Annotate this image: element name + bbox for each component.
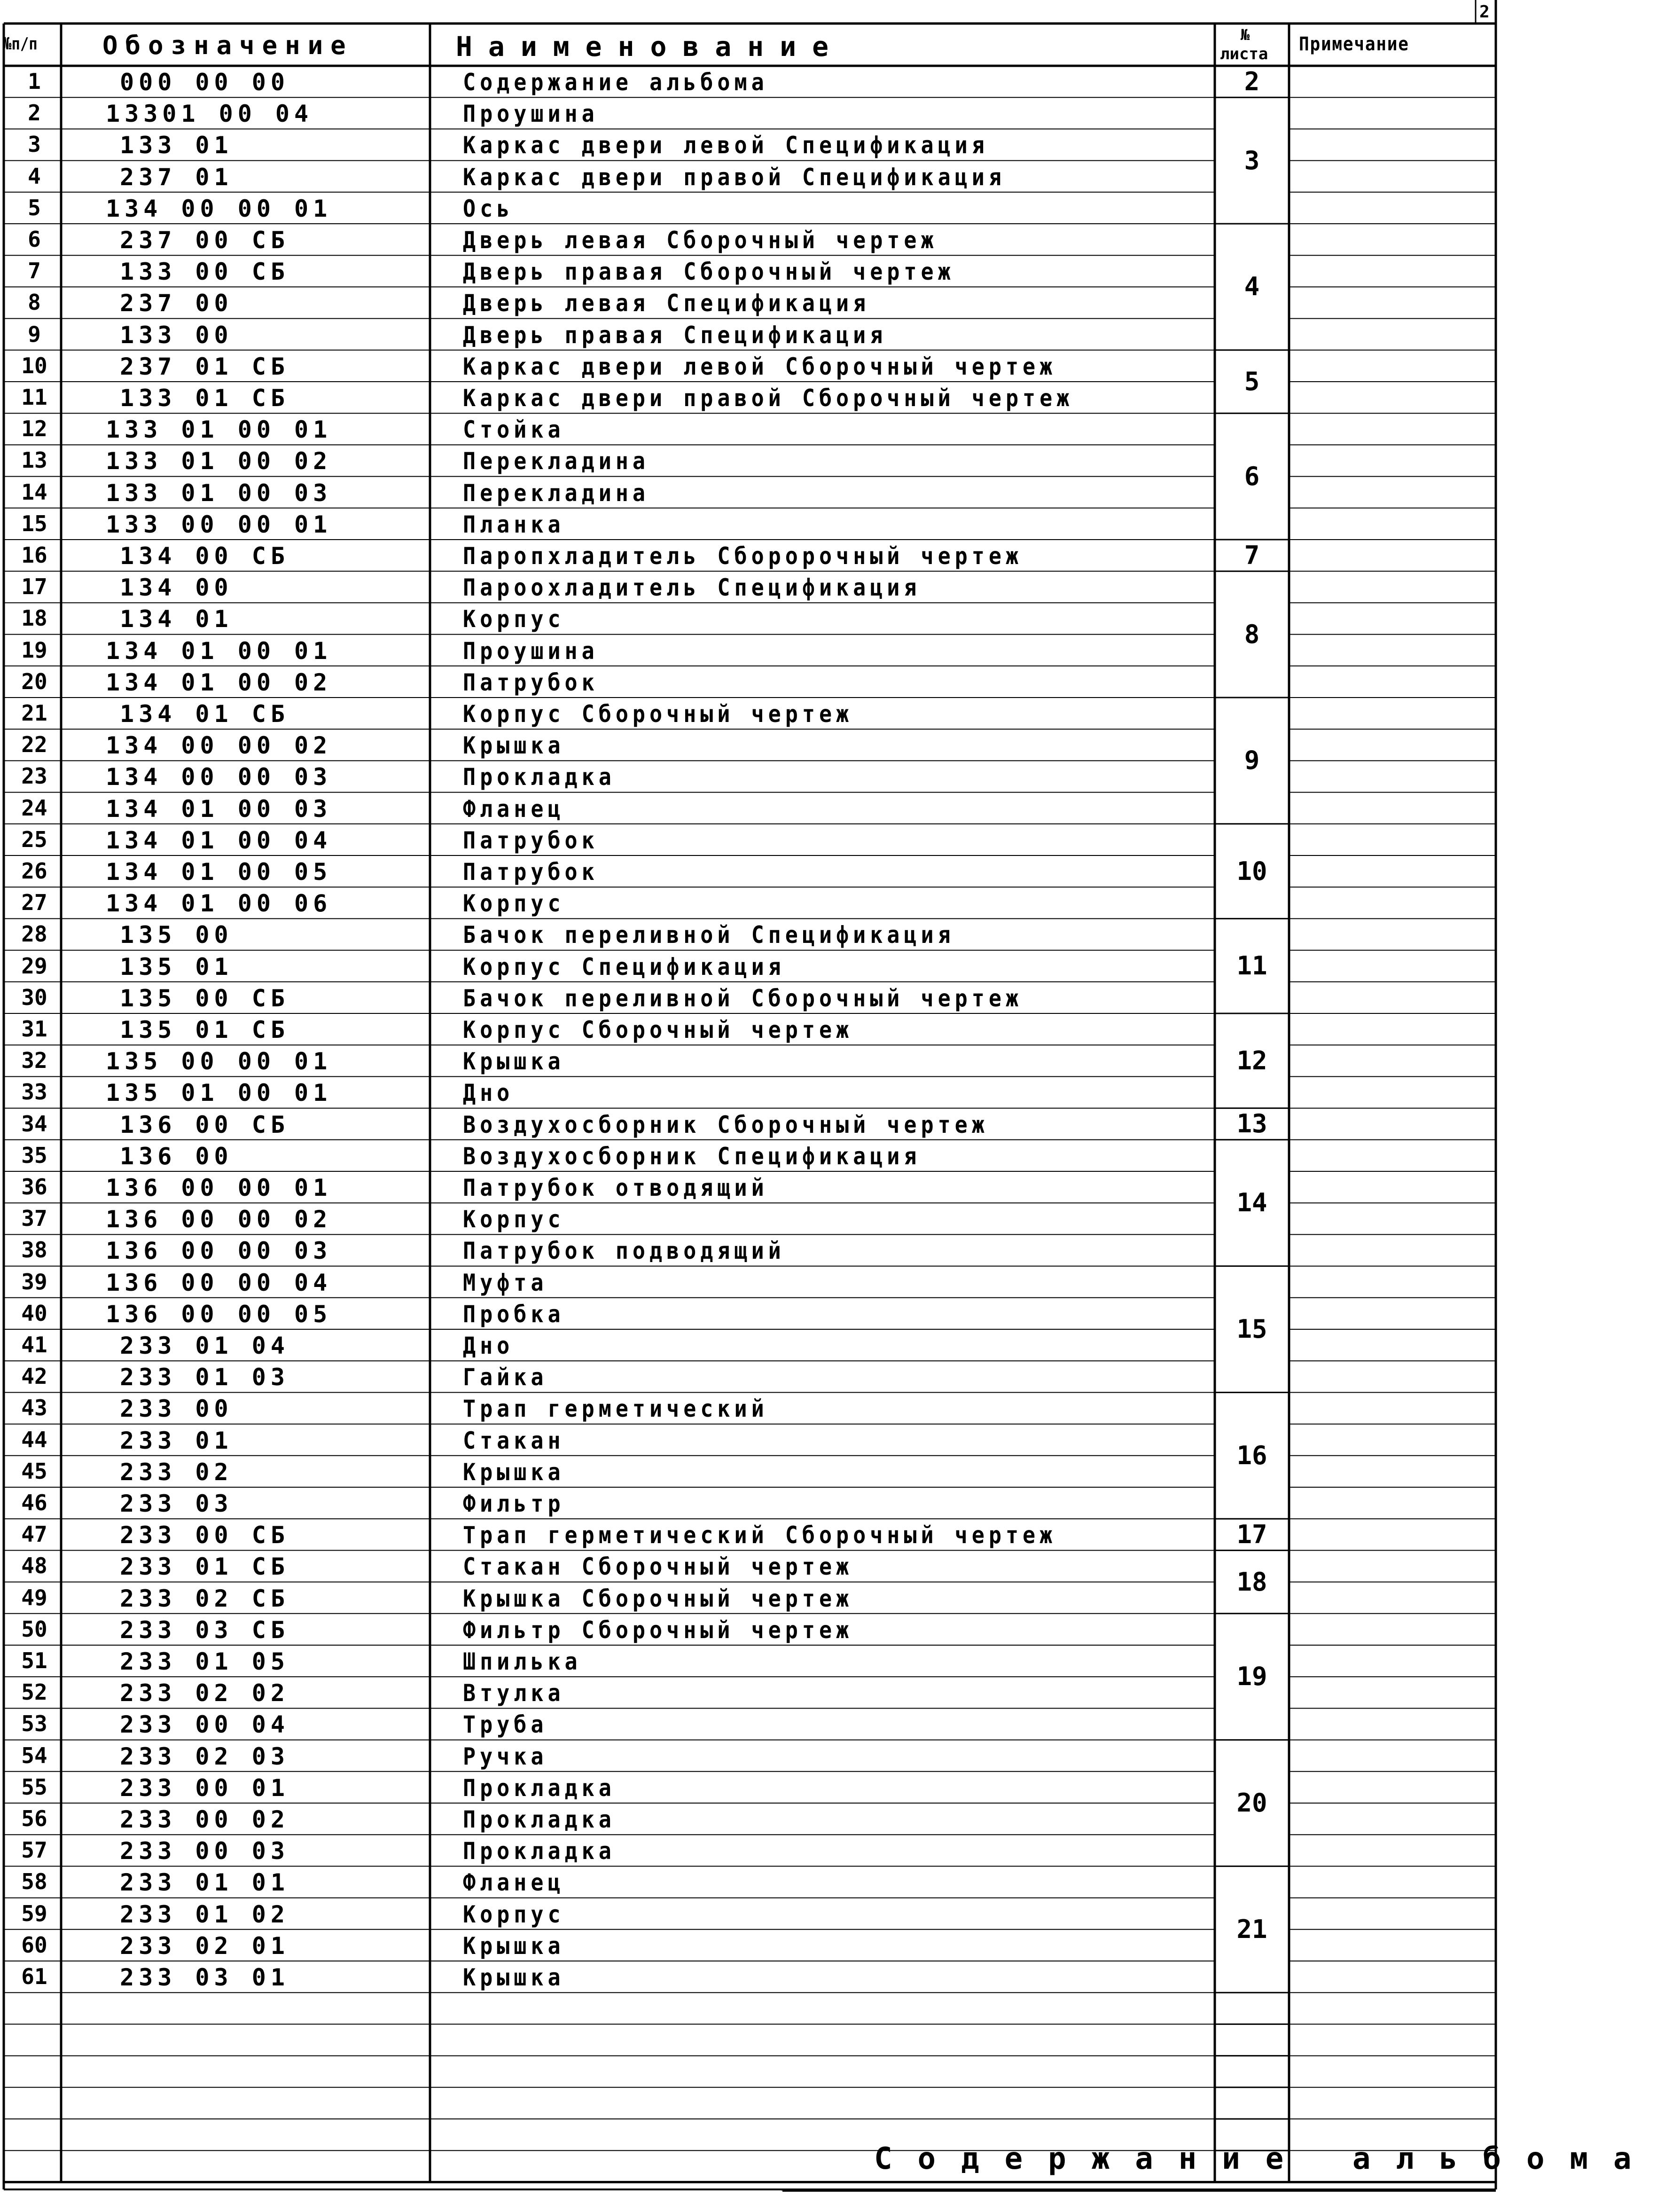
sheet-number: 13 [1236, 1109, 1267, 1139]
row-designation: 13301 00 04 [106, 100, 313, 128]
row-name: Бачок переливной Сборочный чертеж [463, 984, 1023, 1012]
row-name: Крышка [463, 732, 565, 760]
row-designation: 135 00 СБ [120, 984, 289, 1012]
row-name: Патрубок [463, 858, 599, 886]
sheet-number: 9 [1244, 745, 1260, 776]
row-designation: 233 01 03 [120, 1364, 289, 1391]
row-designation: 134 00 00 01 [106, 195, 332, 222]
row-name: Прокладка [463, 1806, 616, 1833]
row-number: 32 [21, 1048, 47, 1074]
row-designation: 136 00 00 04 [106, 1269, 332, 1296]
row-name: Фланец [463, 795, 565, 823]
row-designation: 233 01 СБ [120, 1553, 289, 1581]
row-name: Проушина [463, 100, 599, 128]
row-designation: 233 01 04 [120, 1332, 289, 1359]
row-designation: 237 00 [120, 290, 233, 317]
row-designation: 237 01 СБ [120, 353, 289, 380]
row-name: Корпус [463, 1206, 565, 1233]
row-name: Ось [463, 195, 514, 222]
row-number: 22 [21, 732, 47, 758]
row-number: 56 [21, 1806, 47, 1831]
row-number: 3 [28, 132, 41, 157]
row-number: 42 [21, 1364, 47, 1389]
row-number: 36 [21, 1174, 47, 1200]
row-designation: 134 01 [120, 605, 233, 633]
row-name: Каркас двери правой Спецификация [463, 163, 1006, 191]
row-number: 47 [21, 1522, 47, 1547]
row-designation: 135 01 СБ [120, 1016, 289, 1043]
row-number: 28 [21, 921, 47, 947]
row-designation: 134 01 СБ [120, 700, 289, 728]
sheet-number: 21 [1236, 1914, 1267, 1944]
row-designation: 233 03 01 [120, 1964, 289, 1991]
row-number: 1 [28, 69, 41, 94]
sheet-number: 7 [1244, 540, 1260, 570]
row-designation: 135 00 00 01 [106, 1048, 332, 1075]
row-name: Каркас двери левой Спецификация [463, 132, 989, 159]
row-designation: 233 01 01 [120, 1869, 289, 1897]
row-designation: 133 00 00 01 [106, 510, 332, 538]
row-number: 46 [21, 1490, 47, 1515]
row-designation: 233 02 01 [120, 1932, 289, 1960]
sheet-number: 20 [1236, 1788, 1267, 1818]
row-designation: 133 01 00 02 [106, 447, 332, 475]
row-name: Крышка [463, 1932, 565, 1960]
row-name: Дно [463, 1332, 514, 1359]
row-number: 37 [21, 1206, 47, 1232]
row-number: 20 [21, 668, 47, 694]
row-name: Патрубок подводящий [463, 1237, 785, 1265]
row-number: 13 [21, 447, 47, 473]
row-name: Крышка [463, 1048, 565, 1075]
row-designation: 133 01 [120, 132, 233, 159]
row-designation: 136 00 [120, 1142, 233, 1170]
row-designation: 237 00 СБ [120, 227, 289, 254]
row-number: 18 [21, 605, 47, 631]
row-name: Трап герметический Сборочный чертеж [463, 1522, 1057, 1549]
row-name: Корпус [463, 890, 565, 918]
row-name: Труба [463, 1711, 548, 1739]
row-name: Стакан [463, 1427, 565, 1454]
row-designation: 237 01 [120, 163, 233, 191]
row-number: 25 [21, 826, 47, 852]
row-number: 34 [21, 1111, 47, 1137]
row-designation: 233 02 СБ [120, 1584, 289, 1612]
row-name: Втулка [463, 1679, 565, 1707]
row-designation: 000 00 00 [120, 69, 289, 96]
sheet-number: 4 [1244, 272, 1260, 302]
row-designation: 233 03 СБ [120, 1616, 289, 1644]
row-designation: 233 01 05 [120, 1648, 289, 1675]
sheet-number: 16 [1236, 1440, 1267, 1470]
row-designation: 134 00 00 03 [106, 763, 332, 791]
row-name: Трап герметический [463, 1395, 768, 1423]
page-number: 2 [1479, 2, 1490, 22]
row-name: Патрубок [463, 826, 599, 854]
row-number: 29 [21, 953, 47, 979]
row-designation: 136 00 00 05 [106, 1300, 332, 1328]
row-name: Каркас двери левой Сборочный чертеж [463, 353, 1057, 380]
row-designation: 233 02 02 [120, 1679, 289, 1707]
row-number: 38 [21, 1237, 47, 1263]
sheet-number: 19 [1236, 1662, 1267, 1692]
row-name: Дверь левая Сборочный чертеж [463, 227, 938, 254]
row-designation: 136 00 00 01 [106, 1174, 332, 1201]
row-number: 54 [21, 1742, 47, 1768]
row-number: 53 [21, 1711, 47, 1737]
row-name: Дно [463, 1079, 514, 1107]
row-number: 45 [21, 1458, 47, 1484]
row-number: 51 [21, 1648, 47, 1673]
row-name: Перекладина [463, 447, 650, 475]
row-name: Перекладина [463, 479, 650, 507]
row-name: Корпус Спецификация [463, 953, 785, 980]
header-note: Примечание [1299, 33, 1409, 55]
row-designation: 233 00 04 [120, 1711, 289, 1739]
row-designation: 233 00 [120, 1395, 233, 1423]
row-number: 23 [21, 763, 47, 789]
row-name: Прокладка [463, 1774, 616, 1802]
row-designation: 134 01 00 03 [106, 795, 332, 823]
row-designation: 133 00 СБ [120, 258, 289, 286]
row-designation: 133 01 00 03 [106, 479, 332, 507]
row-number: 7 [28, 258, 41, 284]
row-name: Пароохладитель Спецификация [463, 574, 921, 602]
row-number: 26 [21, 858, 47, 884]
row-designation: 136 00 00 03 [106, 1237, 332, 1265]
row-number: 4 [28, 163, 41, 189]
sheet-number: 5 [1244, 367, 1260, 396]
row-name: Крышка [463, 1458, 565, 1486]
row-number: 10 [21, 353, 47, 378]
row-name: Патрубок отводящий [463, 1174, 768, 1201]
row-name: Фланец [463, 1869, 565, 1897]
row-name: Шпилька [463, 1648, 582, 1675]
row-number: 12 [21, 416, 47, 442]
row-name: Муфта [463, 1269, 548, 1296]
row-name: Стакан Сборочный чертеж [463, 1553, 853, 1581]
row-name: Крышка Сборочный чертеж [463, 1584, 853, 1612]
row-name: Гайка [463, 1364, 548, 1391]
row-designation: 233 00 01 [120, 1774, 289, 1802]
row-name: Дверь левая Спецификация [463, 290, 870, 317]
row-designation: 134 01 00 04 [106, 826, 332, 854]
row-name: Воздухосборник Спецификация [463, 1142, 921, 1170]
header-sheet-line2: листа [1220, 45, 1268, 63]
row-number: 44 [21, 1427, 47, 1452]
header-sheet-line1: № [1241, 26, 1250, 44]
footer-title: Содержание альбома [874, 2141, 1657, 2176]
row-designation: 233 02 03 [120, 1742, 289, 1770]
row-designation: 134 00 СБ [120, 542, 289, 570]
sheet-number: 10 [1236, 856, 1267, 886]
row-number: 57 [21, 1837, 47, 1863]
row-number: 2 [28, 100, 41, 126]
row-number: 17 [21, 574, 47, 600]
row-designation: 136 00 00 02 [106, 1206, 332, 1233]
sheet-number: 6 [1244, 461, 1260, 491]
row-number: 31 [21, 1016, 47, 1042]
row-name: Бачок переливной Спецификация [463, 921, 955, 949]
row-designation: 233 02 [120, 1458, 233, 1486]
row-name: Стойка [463, 416, 565, 444]
row-name: Паропхладитель Сборорочный чертеж [463, 542, 1023, 570]
row-number: 8 [28, 290, 41, 315]
row-number: 49 [21, 1584, 47, 1610]
row-name: Корпус [463, 1900, 565, 1928]
sheet-number: 3 [1244, 145, 1260, 175]
row-number: 11 [21, 384, 47, 410]
row-designation: 133 00 [120, 321, 233, 349]
row-number: 39 [21, 1269, 47, 1294]
row-number: 9 [28, 321, 41, 347]
row-name: Патрубок [463, 668, 599, 696]
sheet-number: 8 [1244, 619, 1260, 649]
row-number: 41 [21, 1332, 47, 1357]
row-name: Дверь правая Спецификация [463, 321, 887, 349]
row-name: Пробка [463, 1300, 565, 1328]
row-name: Дверь правая Сборочный чертеж [463, 258, 955, 286]
sheet-number: 17 [1236, 1519, 1267, 1549]
sheet-number: 11 [1236, 951, 1267, 981]
row-number: 55 [21, 1774, 47, 1800]
row-designation: 134 01 00 01 [106, 637, 332, 665]
sheet-number: 18 [1236, 1567, 1267, 1597]
row-name: Крышка [463, 1964, 565, 1991]
sheet-number: 12 [1236, 1045, 1267, 1075]
row-name: Прокладка [463, 1837, 616, 1865]
sheet-number: 2 [1244, 66, 1260, 96]
row-number: 16 [21, 542, 47, 568]
row-name: Прокладка [463, 763, 616, 791]
header-name: Наименование [456, 31, 845, 63]
row-number: 14 [21, 479, 47, 505]
row-designation: 135 00 [120, 921, 233, 949]
row-number: 43 [21, 1395, 47, 1421]
row-designation: 233 00 02 [120, 1806, 289, 1833]
row-designation: 233 01 02 [120, 1900, 289, 1928]
row-designation: 133 01 00 01 [106, 416, 332, 444]
row-number: 60 [21, 1932, 47, 1958]
row-designation: 233 00 03 [120, 1837, 289, 1865]
sheet-number: 15 [1236, 1314, 1267, 1344]
row-number: 6 [28, 227, 41, 252]
row-name: Содержание альбома [463, 69, 768, 96]
row-name: Проушина [463, 637, 599, 665]
row-name: Ручка [463, 1742, 548, 1770]
row-number: 48 [21, 1553, 47, 1579]
row-number: 59 [21, 1900, 47, 1926]
row-name: Корпус Сборочный чертеж [463, 1016, 853, 1043]
row-number: 30 [21, 984, 47, 1010]
row-number: 58 [21, 1869, 47, 1895]
row-number: 19 [21, 637, 47, 663]
row-number: 24 [21, 795, 47, 821]
row-designation: 134 01 00 05 [106, 858, 332, 886]
row-number: 40 [21, 1300, 47, 1326]
row-name: Фильтр [463, 1490, 565, 1517]
row-designation: 134 00 [120, 574, 233, 602]
row-name: Корпус Сборочный чертеж [463, 700, 853, 728]
row-designation: 135 01 [120, 953, 233, 980]
row-designation: 233 00 СБ [120, 1522, 289, 1549]
header-designation: Обозначение [102, 31, 353, 60]
sheet-number: 14 [1236, 1188, 1267, 1218]
row-number: 50 [21, 1616, 47, 1642]
row-number: 27 [21, 890, 47, 916]
row-designation: 233 03 [120, 1490, 233, 1517]
row-designation: 136 00 СБ [120, 1111, 289, 1138]
row-name: Воздухосборник Сборочный чертеж [463, 1111, 989, 1138]
row-designation: 133 01 СБ [120, 384, 289, 412]
row-name: Планка [463, 510, 565, 538]
row-designation: 135 01 00 01 [106, 1079, 332, 1107]
row-number: 61 [21, 1964, 47, 1989]
row-name: Каркас двери правой Сборочный чертеж [463, 384, 1074, 412]
row-number: 52 [21, 1679, 47, 1705]
row-number: 15 [21, 510, 47, 536]
header-num: №п/п [3, 34, 38, 54]
row-name: Фильтр Сборочный чертеж [463, 1616, 853, 1644]
row-number: 5 [28, 195, 41, 220]
row-number: 35 [21, 1142, 47, 1168]
row-number: 33 [21, 1079, 47, 1105]
row-designation: 134 01 00 06 [106, 890, 332, 918]
row-designation: 233 01 [120, 1427, 233, 1454]
row-designation: 134 01 00 02 [106, 668, 332, 696]
row-name: Корпус [463, 605, 565, 633]
row-designation: 134 00 00 02 [106, 732, 332, 760]
row-number: 21 [21, 700, 47, 726]
